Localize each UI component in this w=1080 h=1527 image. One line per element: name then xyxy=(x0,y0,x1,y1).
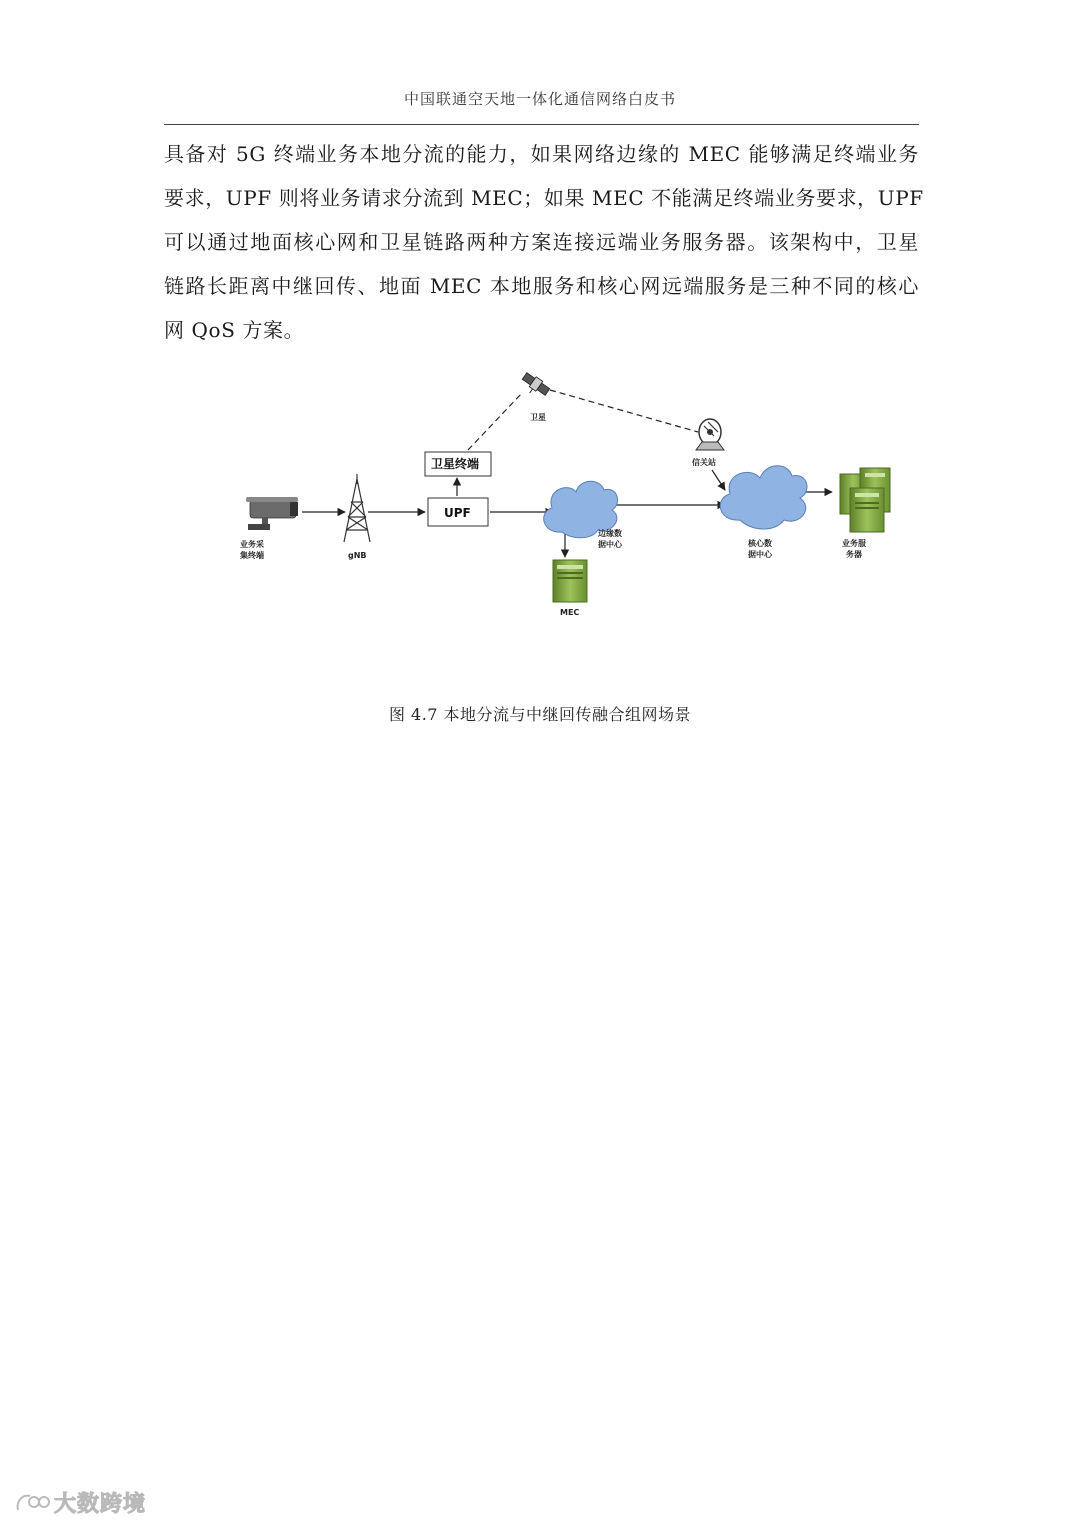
gateway-label: 信关站 xyxy=(692,458,716,467)
satellite-terminal-label: 卫星终端 xyxy=(431,457,480,471)
body-line: 具备对 5G 终端业务本地分流的能力，如果网络边缘的 MEC 能够满足终端业务 xyxy=(164,142,919,166)
camera-icon xyxy=(246,497,298,530)
mec-label: MEC xyxy=(560,608,580,617)
network-diagram xyxy=(220,362,910,627)
figure-caption: 图 4.7 本地分流与中继回传融合组网场景 xyxy=(388,705,692,724)
watermark-logo-icon xyxy=(14,1490,50,1514)
body-line: 网 QoS 方案。 xyxy=(164,318,305,342)
edge-dc-label-line2: 据中心 xyxy=(598,540,622,549)
body-line: 链路长距离中继回传、地面 MEC 本地服务和核心网远端服务是三种不同的核心 xyxy=(164,274,919,298)
satellite-label: 卫星 xyxy=(530,413,546,422)
satellite-icon xyxy=(518,371,551,401)
page-header: 中国联通空天地一体化通信网络白皮书 xyxy=(403,90,676,108)
upf-label: UPF xyxy=(444,506,471,520)
tower-icon xyxy=(344,474,370,542)
edge-dc-label-line1: 边缘数 xyxy=(598,529,622,538)
body-line: 可以通过地面核心网和卫星链路两种方案连接远端业务服务器。该架构中，卫星 xyxy=(164,230,919,254)
header-divider xyxy=(164,124,919,125)
business-server-label-line2: 务器 xyxy=(846,550,862,559)
camera-label-line1: 业务采 xyxy=(240,540,264,549)
mec-server-icon xyxy=(553,560,587,602)
camera-label-line2: 集终端 xyxy=(240,551,264,560)
body-line: 要求，UPF 则将业务请求分流到 MEC；如果 MEC 不能满足终端业务要求，UPF xyxy=(164,186,924,210)
core-cloud-icon xyxy=(720,466,807,529)
watermark-text: 大数跨境 xyxy=(54,1491,147,1517)
body-paragraph xyxy=(164,132,924,352)
core-dc-label-line2: 据中心 xyxy=(748,550,772,559)
business-server-icon xyxy=(840,468,890,532)
core-dc-label-line1: 核心数 xyxy=(748,539,772,548)
gnb-label: gNB xyxy=(348,551,367,560)
business-server-label-line1: 业务服 xyxy=(842,539,866,548)
dish-icon xyxy=(696,419,724,450)
watermark xyxy=(14,1487,146,1517)
